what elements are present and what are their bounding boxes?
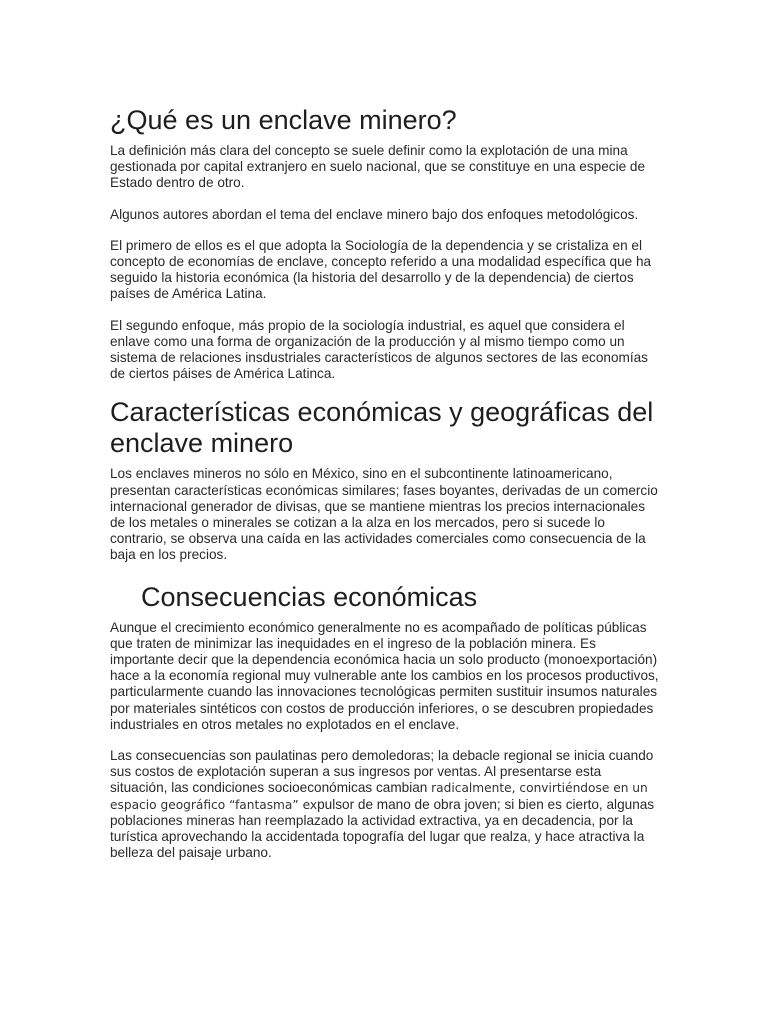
document-page (110, 104, 660, 877)
heading-caracteristicas: Características económicas y geográficas del enclave minero (110, 397, 654, 459)
paragraph-consecuencias-2-end: pulsor de mano de obra joven; si bien es cierto, algunas poblaciones mineras han reemplazado la actividad extractiva, ya en decadencia, por la turística aprovechando la accidentada topografía del lugar que realza, y hace atractiva la belleza del paisaje urbano. (110, 796, 655, 861)
paragraph-consecuencias-2-start: Las consecuencias son paulatinas pero demoledoras; la debacle regional se inicia cuando sus costos de explotación superan a sus ingresos por ventas. Al presentarse esta situación, las condiciones socioeconómicas cambian (110, 748, 654, 796)
paragraph-primer-enfoque: El primero de ellos es el que adopta la Sociología de la dependencia y se cristaliza en el concepto de economías de enclave, concepto referido a una modalidad específica que ha seguido la historia económica (la historia del desarrollo y de la dependencia) de ciertos países de América Latina. (110, 237, 652, 302)
paragraph-segundo-enfoque: El segundo enfoque, más propio de la sociología industrial, es aquel que considera el enlave como una forma de organización de la producción y al mismo tiempo como un sistema de relaciones insdustriales característicos de algunos sectores de las economías de ciertos páises de América Latinca. (110, 317, 648, 382)
paragraph-consecuencias-1: Aunque el crecimiento económico generalmente no es acompañado de políticas públicas que traten de minimizar las inequidades en el ingreso de la población minera. Es importante decir que la dependencia económica hacia un solo producto (monoexportación) hace a la economía regional muy vulnerable ante los cambios en los procesos productivos, particularmente cuando las innovaciones tecnológicas permiten sustituir insumos naturales por materiales sintéticos con costos de producción inferiores, o se descubren propiedades industriales en otros metales no explotados en el enclave. (110, 619, 659, 732)
paragraph-enfoques: Algunos autores abordan el tema del enclave minero bajo dos enfoques metodológicos. (110, 206, 639, 222)
paragraph-definicion: La definición más clara del concepto se suele definir como la explotación de una mina gestionada por capital extranjero en suelo nacional, que se constituye en una especie de Estado dentro de otro. (110, 143, 646, 191)
paragraph-consecuencias-2-alt-font: radicalmente, convirtiéndose en un espacio geográfico “fantasma” ex (110, 781, 648, 812)
heading-que-es-enclave: ¿Qué es un enclave minero? (110, 105, 457, 135)
paragraph-caracteristicas: Los enclaves mineros no sólo en México, sino en el subcontinente latinoamericano, presentan características económicas similares; fases boyantes, derivadas de un comercio internacional generador de divisas, que se mantiene mientras los precios internacionales de los metales o minerales se cotizan a la alza en los mercados, pero si sucede lo contrario, se observa una caída en las actividades comerciales como consecuencia de la baja en los precios. (110, 466, 658, 563)
heading-consecuencias: Consecuencias económicas (141, 581, 478, 612)
paragraph-consecuencias-2 (110, 748, 660, 861)
